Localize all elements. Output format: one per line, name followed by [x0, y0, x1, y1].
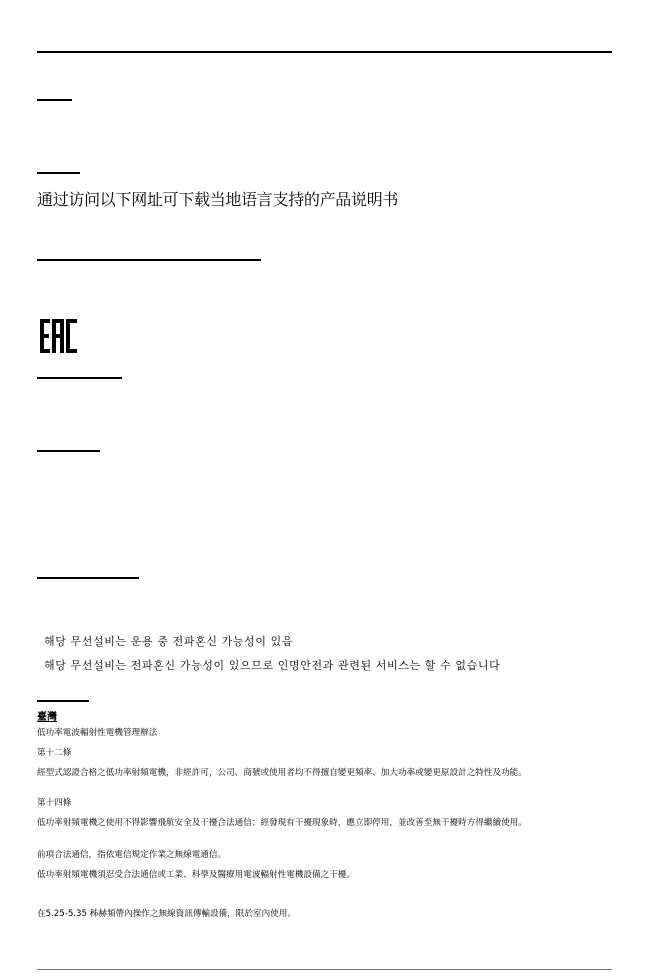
taiwan-regulation-title: 低功率電波輻射性電機管理辦法	[37, 728, 158, 738]
chinese-download-notice: 通过访问以下网址可下载当地语言支持的产品说明书	[37, 190, 399, 209]
article-12-heading: 第十二條	[37, 748, 72, 758]
bottom-rule	[37, 969, 612, 970]
section-underline-5	[37, 450, 100, 452]
section-underline-6	[37, 577, 139, 579]
taiwan-note-2: 低功率射頻電機須忍受合法通信或工業、科學及醫療用電波輻射性電機設備之干擾。	[37, 870, 355, 880]
top-rule	[37, 51, 612, 53]
taiwan-band-note: 在5.25-5.35 秭赫頻帶內操作之無線資訊傳輸設備，限於室內使用。	[37, 909, 296, 919]
korea-notice-line-2: 해당 무선설비는 전파혼신 가능성이 있으므로 인명안전과 관련된 서비스는 할 수 없습니다	[44, 659, 501, 672]
section-underline-7	[37, 700, 89, 702]
eac-mark-icon	[39, 318, 79, 354]
article-14-text: 低功率射頻電機之使用不得影響飛航安全及干擾合法通信；經發現有干擾現象時，應立即停用，並改善至無干擾時方得繼續使用。	[37, 818, 527, 828]
section-underline-1	[37, 99, 72, 101]
article-12-text: 經型式認證合格之低功率射頻電機，非經許可，公司、商號或使用者均不得擅自變更頻率、加大功率或變更原設計之特性及功能。	[37, 768, 527, 778]
article-14-heading: 第十四條	[37, 798, 72, 808]
section-underline-2	[37, 172, 80, 174]
korea-notice-line-1: 해당 무선설비는 운용 중 전파혼신 가능성이 있음	[44, 635, 294, 648]
section-underline-4	[37, 377, 122, 379]
section-underline-3	[37, 259, 261, 261]
taiwan-note-1: 前項合法通信，指依電信規定作業之無線電通信。	[37, 850, 227, 860]
taiwan-region-title: 臺灣	[37, 712, 57, 723]
